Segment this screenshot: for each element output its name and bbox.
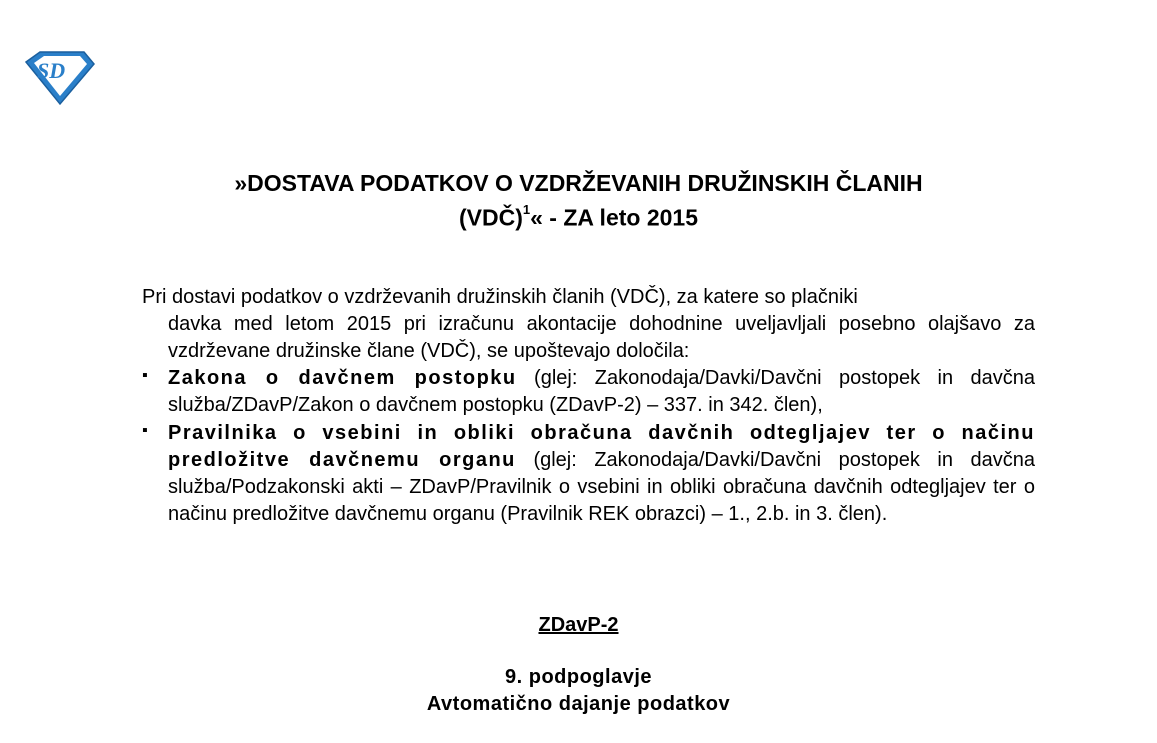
intro-rest: davka med letom 2015 pri izračunu akontacije dohodnine uveljavljali posebno olajšavo za vzdrževane družinske člane (VDČ), se upoštevajo določila: <box>168 313 1035 362</box>
title-year: « - ZA leto 2015 <box>530 204 698 231</box>
document-title-line1: »DOSTAVA PODATKOV O VZDRŽEVANIH DRUŽINSKIH ČLANIH <box>234 170 923 196</box>
bullet-item-zdavp <box>168 365 1035 419</box>
bullet-bold-label: Pravilnika o vsebini in obliki obračuna davčnih odtegljajev ter o načinu predložitve davčnemu organu <box>168 422 1035 471</box>
bullet-marker: ▪ <box>142 367 148 384</box>
intro-paragraph <box>142 284 1035 365</box>
logo-letters: SD <box>37 58 66 83</box>
intro-first-line: Pri dostavi podatkov o vzdrževanih družinskih članih (VDČ), za katere so plačniki <box>142 286 858 308</box>
document-title-line2 <box>0 198 1157 233</box>
subchapter-number: 9. podpoglavje <box>504 666 653 688</box>
bullet-bold-label: Zakona o davčnem postopku <box>168 367 517 389</box>
subchapter-title: Avtomatično dajanje podatkov <box>426 693 731 715</box>
section-heading: ZDavP-2 <box>538 614 619 636</box>
bullet-marker: ▪ <box>142 422 148 439</box>
footnote-marker: 1 <box>522 202 531 217</box>
bullet-text: (glej: Zakonodaja/Davki/Davčni postopek in davčna služba/ZDavP/Zakon o davčnem postopku (ZDavP-2) – 337. in 342. člen), <box>168 367 1035 416</box>
bullet-item-pravilnik <box>168 420 1035 528</box>
bullet-text: (glej: Zakonodaja/Davki/Davčni postopek in davčna služba/Podzakonski akti – ZDavP/Pravilnik o vsebini in obliki obračuna davčnih odtegljajev ter o načinu predložitve davčnemu organu (Pravilnik REK obrazci) – 1., 2.b. in 3. člen). <box>168 449 1036 525</box>
title-abbrev: (VDČ) <box>459 204 523 231</box>
sd-shield-logo-icon <box>22 48 96 106</box>
